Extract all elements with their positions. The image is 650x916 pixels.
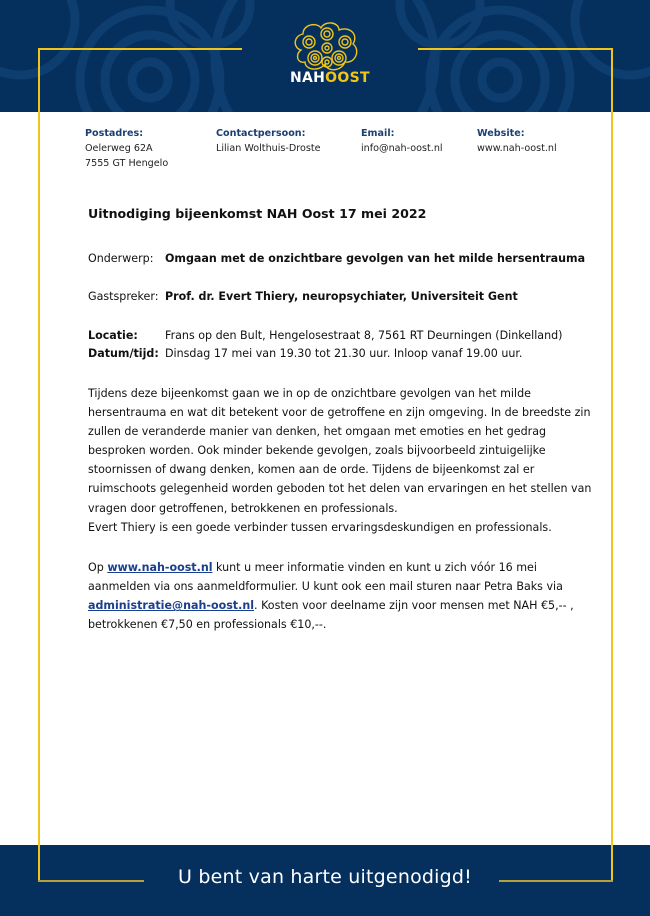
paragraph-intro-text: Tijdens deze bijeenkomst gaan we in op de onzichtbare gevolgen van het milde hersentrauma en wat dit betekent voor de getroffene en zijn omgeving. In de breedste zin zullen de veranderde manier van denken, het omgaan met emoties en het gedrag besproken worden. Ook minder bekende gevolgen, zoals bijvoorbeeld zintuigelijke stoornissen of dwang denken, komen aan de orde. Tijdens de bijeenkomst zal er ruimschoots gelegenheid worden geboden tot het delen van ervaringen en het stellen van vragen door getroffenen, betrokkenen en professionals.	[88, 387, 592, 515]
paragraph-intro-closing: Evert Thiery is een goede verbinder tussen ervaringsdeskundigen en professionals.	[88, 520, 552, 534]
reg-text-2: kunt u meer informatie vinden en kunt u zich vóór 16 mei aanmelden via ons aanmeldformulier. U kunt ook een mail sturen naar Petra Baks via	[88, 561, 563, 594]
frame-top-left-border	[38, 48, 242, 50]
locatie-value: Frans op den Bult, Hengelosestraat 8, 7561 RT Deurningen (Dinkelland)	[165, 329, 563, 342]
brand-oost: OOST	[325, 70, 370, 86]
email-value[interactable]: info@nah-oost.nl	[361, 143, 443, 154]
header-band	[0, 0, 650, 112]
frame-right-border	[611, 48, 613, 882]
postadres-line1: Oelerweg 62A	[85, 143, 153, 154]
brain-cloud-icon	[291, 20, 363, 72]
datum-row	[88, 347, 522, 360]
datum-value: Dinsdag 17 mei van 19.30 tot 21.30 uur. Inloop vanaf 19.00 uur.	[165, 347, 523, 360]
gastspreker-row	[88, 290, 518, 303]
gastspreker-label: Gastspreker:	[88, 290, 159, 303]
contact-postadres	[85, 126, 168, 171]
contactpersoon-label: Contactpersoon:	[216, 128, 306, 139]
reg-text-3: . Kosten voor deelname zijn voor mensen met NAH €5,-- , betrokkenen €7,50 en professionals €10,--.	[88, 599, 574, 632]
email-label: Email:	[361, 128, 395, 139]
onderwerp-label: Onderwerp:	[88, 252, 154, 265]
contactpersoon-name: Lilian Wolthuis-Droste	[216, 143, 321, 154]
onderwerp-row	[88, 252, 585, 265]
postadres-label: Postadres:	[85, 128, 144, 139]
postadres-line2: 7555 GT Hengelo	[85, 158, 169, 169]
frame-left-border	[38, 48, 40, 882]
website-label: Website:	[477, 128, 525, 139]
contact-website	[477, 126, 557, 156]
onderwerp-value: Omgaan met de onzichtbare gevolgen van het milde hersentrauma	[165, 252, 586, 265]
footer-invitation: U bent van harte uitgenodigd!	[178, 866, 472, 888]
frame-top-right-border	[418, 48, 613, 50]
reg-text-1: Op	[88, 561, 108, 574]
paragraph-registration	[88, 558, 598, 634]
website-value[interactable]: www.nah-oost.nl	[477, 143, 557, 154]
brand-nah: NAH	[290, 70, 326, 86]
locatie-row	[88, 329, 563, 342]
contact-contactpersoon	[216, 126, 321, 156]
gastspreker-value: Prof. dr. Evert Thiery, neuropsychiater, Universiteit Gent	[165, 290, 518, 303]
website-link[interactable]: www.nah-oost.nl	[107, 561, 213, 574]
locatie-label: Locatie:	[88, 329, 138, 342]
paragraph-intro	[88, 384, 598, 537]
brand-wordmark	[290, 70, 370, 86]
contact-email	[361, 126, 443, 156]
letter-title: Uitnodiging bijeenkomst NAH Oost 17 mei 2022	[88, 206, 427, 221]
email-link[interactable]: administratie@nah-oost.nl	[88, 599, 255, 613]
datum-label: Datum/tijd:	[88, 347, 159, 360]
